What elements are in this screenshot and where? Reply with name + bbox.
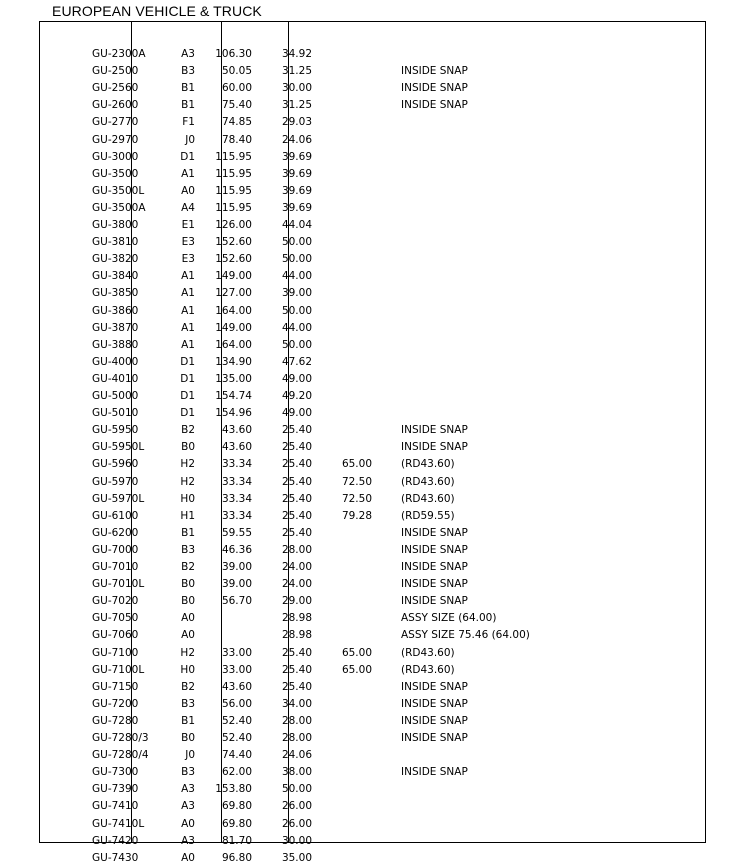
note-cell: INSIDE SNAP — [401, 543, 468, 556]
series-code-cell: B2 — [181, 680, 195, 693]
rate-cell: 28.00 — [281, 732, 312, 744]
price-cell: 39.00 — [221, 578, 252, 591]
rate-cell: 49.20 — [281, 390, 312, 402]
extra-cell — [329, 268, 372, 285]
note-cell — [401, 268, 621, 285]
note-cell — [401, 388, 621, 405]
price-cell: 33.00 — [221, 646, 252, 659]
price-cell: 75.40 — [221, 99, 252, 112]
rate-cell: 25.40 — [281, 475, 312, 488]
rate-cell: 34.92 — [281, 48, 312, 60]
note-cell: INSIDE SNAP — [401, 526, 468, 539]
extra-cell — [329, 713, 372, 730]
price-cell: 33.00 — [221, 663, 252, 676]
rate-cell: 24.06 — [281, 133, 312, 146]
series-code-cell: E3 — [181, 236, 195, 249]
series-code-cell: A1 — [181, 270, 195, 283]
series-code-cell: A0 — [181, 851, 195, 864]
part-number-cell: GU-3000 — [92, 150, 139, 163]
part-number-cell: GU-2560 — [92, 82, 139, 95]
note-cell — [401, 285, 621, 302]
note-cell: INSIDE SNAP — [401, 697, 468, 710]
page-title: EUROPEAN VEHICLE & TRUCK — [52, 3, 262, 19]
series-code-cell: H1 — [180, 509, 195, 522]
part-number-cell: GU-2300A — [92, 48, 146, 60]
price-cell — [209, 627, 252, 644]
extra-cell: 72.50 — [341, 475, 372, 488]
note-cell: INSIDE SNAP — [401, 561, 468, 573]
series-code-cell: H2 — [180, 458, 195, 471]
part-number-cell: GU-3500 — [92, 167, 139, 180]
rate-cell: 30.00 — [281, 834, 312, 847]
price-cell: 152.60 — [215, 253, 252, 266]
series-code-cell: E1 — [181, 219, 195, 231]
note-cell: (RD43.60) — [401, 492, 455, 505]
note-cell: INSIDE SNAP — [401, 99, 468, 112]
series-code-cell: B0 — [181, 578, 195, 591]
note-cell — [401, 371, 621, 388]
extra-cell — [329, 679, 372, 696]
rate-cell: 28.98 — [281, 629, 312, 642]
note-cell — [401, 114, 621, 131]
part-number-cell: GU-3880 — [92, 338, 139, 351]
rate-cell: 26.00 — [281, 817, 312, 830]
rate-cell: 44.04 — [281, 219, 312, 231]
part-number-cell: GU-5960 — [92, 458, 139, 471]
note-cell — [401, 200, 621, 217]
price-cell: 164.00 — [215, 338, 252, 351]
series-code-cell: B3 — [181, 766, 195, 779]
note-cell — [401, 405, 621, 422]
series-code-cell: D1 — [180, 372, 195, 385]
part-number-cell: GU-3800 — [92, 219, 139, 231]
extra-cell — [329, 388, 372, 405]
extra-cell — [329, 200, 372, 217]
part-number-cell: GU-5950L — [92, 441, 145, 454]
rate-cell: 50.00 — [281, 338, 312, 351]
extra-cell — [329, 46, 372, 63]
note-cell — [401, 132, 621, 149]
series-code-cell: D1 — [180, 355, 195, 368]
series-code-cell: J0 — [185, 749, 195, 762]
rate-cell: 38.00 — [281, 766, 312, 779]
rate-cell: 28.00 — [281, 714, 312, 727]
extra-cell — [329, 593, 372, 610]
series-code-cell: A0 — [181, 612, 195, 625]
part-number-cell: GU-5970 — [92, 475, 139, 488]
price-cell: 59.55 — [221, 526, 252, 539]
note-cell: INSIDE SNAP — [401, 595, 468, 608]
part-number-cell: GU-3870 — [92, 321, 139, 334]
rate-cell: 29.03 — [281, 116, 312, 129]
part-number-cell: GU-7390 — [92, 783, 139, 796]
extra-cell — [329, 217, 372, 234]
series-code-cell: D1 — [180, 407, 195, 420]
note-cell — [401, 781, 621, 798]
note-cell — [401, 251, 621, 268]
price-cell — [209, 610, 252, 627]
series-code-cell: H2 — [180, 475, 195, 488]
rate-cell: 24.00 — [281, 561, 312, 573]
note-cell: ASSY SIZE (64.00) — [401, 612, 497, 625]
part-number-cell: GU-7000 — [92, 543, 139, 556]
extra-cell — [329, 422, 372, 439]
price-cell: 127.00 — [215, 287, 252, 300]
extra-cell: 65.00 — [341, 646, 372, 659]
extra-cell — [329, 114, 372, 131]
extra-cell — [329, 132, 372, 149]
extra-cell — [329, 149, 372, 166]
rate-cell: 24.00 — [281, 578, 312, 591]
series-code-cell: B0 — [181, 595, 195, 608]
part-number-cell: GU-2970 — [92, 133, 139, 146]
note-cell — [401, 747, 621, 764]
rate-cell: 26.00 — [281, 800, 312, 813]
extra-cell — [329, 63, 372, 80]
part-number-cell: GU-7300 — [92, 766, 139, 779]
part-number-cell: GU-7020 — [92, 595, 139, 608]
note-cell: INSIDE SNAP — [401, 82, 468, 95]
extra-cell — [329, 183, 372, 200]
price-cell: 164.00 — [215, 304, 252, 317]
rate-cell: 25.40 — [281, 526, 312, 539]
extra-cell — [329, 80, 372, 97]
price-cell: 152.60 — [215, 236, 252, 249]
price-cell: 69.80 — [221, 817, 252, 830]
price-cell: 149.00 — [215, 270, 252, 283]
part-number-cell: GU-7100 — [92, 646, 139, 659]
price-cell: 134.90 — [215, 355, 252, 368]
series-code-cell: A3 — [181, 800, 195, 813]
price-cell: 52.40 — [221, 714, 252, 727]
series-code-cell: E3 — [181, 253, 195, 266]
note-cell: INSIDE SNAP — [401, 65, 468, 78]
series-code-cell: B1 — [181, 526, 195, 539]
note-cell — [401, 850, 621, 867]
price-cell: 43.60 — [221, 424, 252, 437]
part-number-cell: GU-2600 — [92, 99, 139, 112]
rate-cell: 50.00 — [281, 783, 312, 796]
extra-cell — [329, 833, 372, 850]
part-number-cell: GU-5950 — [92, 424, 139, 437]
series-code-cell: A4 — [181, 201, 195, 214]
series-code-cell: A1 — [181, 287, 195, 300]
rate-cell: 34.00 — [281, 697, 312, 710]
extra-cell — [329, 627, 372, 644]
rate-cell: 29.00 — [281, 595, 312, 608]
note-cell: (RD43.60) — [401, 646, 455, 659]
price-cell: 52.40 — [221, 732, 252, 744]
price-cell: 115.95 — [215, 184, 252, 197]
rate-cell: 39.69 — [281, 184, 312, 197]
rate-cell: 50.00 — [281, 253, 312, 266]
extra-cell — [329, 576, 372, 593]
price-cell: 33.34 — [221, 475, 252, 488]
series-code-cell: D1 — [180, 150, 195, 163]
note-cell: INSIDE SNAP — [401, 714, 468, 727]
note-cell: ASSY SIZE 75.46 (64.00) — [401, 629, 530, 642]
price-cell: 56.70 — [221, 595, 252, 608]
note-cell — [401, 303, 621, 320]
price-cell: 115.95 — [215, 201, 252, 214]
rate-cell: 47.62 — [281, 355, 312, 368]
price-cell: 33.34 — [221, 492, 252, 505]
price-cell: 43.60 — [221, 680, 252, 693]
extra-cell — [329, 525, 372, 542]
series-code-cell: B1 — [181, 99, 195, 112]
rate-cell: 44.00 — [281, 270, 312, 283]
extra-cell — [329, 166, 372, 183]
series-code-cell: B1 — [181, 82, 195, 95]
extra-cell — [329, 747, 372, 764]
note-cell — [401, 217, 621, 234]
part-number-cell: GU-5970L — [92, 492, 145, 505]
rate-cell: 28.98 — [281, 612, 312, 625]
note-cell: (RD43.60) — [401, 663, 455, 676]
series-code-cell: A1 — [181, 167, 195, 180]
part-number-cell: GU-3500L — [92, 184, 145, 197]
rate-cell: 28.00 — [281, 543, 312, 556]
note-cell: INSIDE SNAP — [401, 578, 468, 591]
rate-cell: 39.69 — [281, 201, 312, 214]
rate-cell: 25.40 — [281, 492, 312, 505]
extra-cell — [329, 850, 372, 867]
part-number-cell: GU-7410 — [92, 800, 139, 813]
extra-cell — [329, 559, 372, 576]
series-code-cell: B0 — [181, 732, 195, 744]
part-number-cell: GU-3850 — [92, 287, 139, 300]
extra-cell: 65.00 — [341, 663, 372, 676]
part-number-cell: GU-6100 — [92, 509, 139, 522]
extra-cell: 65.00 — [341, 458, 372, 471]
series-code-cell: B3 — [181, 65, 195, 78]
note-cell: INSIDE SNAP — [401, 732, 468, 744]
extra-cell — [329, 781, 372, 798]
price-cell: 154.74 — [215, 390, 252, 402]
note-cell: (RD59.55) — [401, 509, 455, 522]
note-cell — [401, 149, 621, 166]
note-cell: INSIDE SNAP — [401, 441, 468, 454]
extra-cell: 72.50 — [341, 492, 372, 505]
note-cell: INSIDE SNAP — [401, 680, 468, 693]
series-code-cell: A0 — [181, 629, 195, 642]
rate-cell: 25.40 — [281, 680, 312, 693]
extra-cell — [329, 354, 372, 371]
rate-cell: 50.00 — [281, 236, 312, 249]
note-cell — [401, 320, 621, 337]
part-number-cell: GU-7060 — [92, 629, 139, 642]
price-cell: 60.00 — [221, 82, 252, 95]
part-number-cell: GU-7010L — [92, 578, 145, 591]
price-cell: 149.00 — [215, 321, 252, 334]
series-code-cell: B2 — [181, 561, 195, 573]
extra-cell — [329, 764, 372, 781]
note-cell: (RD43.60) — [401, 475, 455, 488]
part-number-cell: GU-3810 — [92, 236, 139, 249]
rate-cell: 30.00 — [281, 82, 312, 95]
series-code-cell: B3 — [181, 697, 195, 710]
rate-cell: 24.06 — [281, 749, 312, 762]
part-number-cell: GU-7010 — [92, 561, 139, 573]
part-number-cell: GU-7410L — [92, 817, 145, 830]
part-number-cell: GU-7430 — [92, 851, 139, 864]
note-cell — [401, 354, 621, 371]
rate-cell: 25.40 — [281, 458, 312, 471]
rate-cell: 44.00 — [281, 321, 312, 334]
rate-cell: 49.00 — [281, 407, 312, 420]
price-cell: 33.34 — [221, 509, 252, 522]
part-number-cell: GU-7050 — [92, 612, 139, 625]
price-cell: 81.70 — [221, 834, 252, 847]
series-code-cell: A3 — [181, 783, 195, 796]
part-number-cell: GU-5010 — [92, 407, 139, 420]
series-code-cell: H0 — [180, 492, 195, 505]
series-code-cell: B1 — [181, 714, 195, 727]
price-cell: 153.80 — [215, 783, 252, 796]
part-number-cell: GU-3500A — [92, 201, 146, 214]
series-code-cell: A1 — [181, 304, 195, 317]
rate-cell: 39.00 — [281, 287, 312, 300]
note-cell — [401, 183, 621, 200]
series-code-cell: A0 — [181, 817, 195, 830]
series-code-cell: J0 — [185, 133, 195, 146]
extra-cell — [329, 371, 372, 388]
rate-cell: 31.25 — [281, 99, 312, 112]
rate-cell: 50.00 — [281, 304, 312, 317]
price-cell: 154.96 — [215, 407, 252, 420]
price-cell: 96.80 — [221, 851, 252, 864]
series-code-cell: B2 — [181, 424, 195, 437]
extra-cell — [329, 285, 372, 302]
extra-cell — [329, 337, 372, 354]
series-code-cell: D1 — [180, 390, 195, 402]
note-cell: INSIDE SNAP — [401, 424, 468, 437]
extra-cell — [329, 696, 372, 713]
price-cell: 115.95 — [215, 167, 252, 180]
extra-cell — [329, 730, 372, 747]
note-cell: INSIDE SNAP — [401, 766, 468, 779]
extra-cell — [329, 251, 372, 268]
part-number-cell: GU-3820 — [92, 253, 139, 266]
price-cell: 56.00 — [221, 697, 252, 710]
rate-cell: 25.40 — [281, 441, 312, 454]
extra-cell — [329, 320, 372, 337]
series-code-cell: A1 — [181, 321, 195, 334]
rate-cell: 25.40 — [281, 646, 312, 659]
rate-cell: 31.25 — [281, 65, 312, 78]
extra-cell — [329, 405, 372, 422]
price-cell: 78.40 — [221, 133, 252, 146]
part-number-cell: GU-4010 — [92, 372, 139, 385]
rate-cell: 35.00 — [281, 851, 312, 864]
series-code-cell: A0 — [181, 184, 195, 197]
extra-cell — [329, 610, 372, 627]
rate-cell: 25.40 — [281, 509, 312, 522]
part-number-cell: GU-7280 — [92, 714, 139, 727]
note-cell — [401, 46, 621, 63]
price-cell: 43.60 — [221, 441, 252, 454]
price-cell: 115.95 — [215, 150, 252, 163]
extra-cell — [329, 542, 372, 559]
part-number-cell: GU-5000 — [92, 390, 139, 402]
series-code-cell: F1 — [182, 116, 195, 129]
part-number-cell: GU-4000 — [92, 355, 139, 368]
part-number-cell: GU-7280/4 — [92, 749, 149, 762]
part-number-cell: GU-6200 — [92, 526, 139, 539]
price-cell: 74.40 — [221, 749, 252, 762]
series-code-cell: H2 — [180, 646, 195, 659]
rate-cell: 25.40 — [281, 424, 312, 437]
note-cell — [401, 166, 621, 183]
part-number-cell: GU-3840 — [92, 270, 139, 283]
part-number-cell: GU-7200 — [92, 697, 139, 710]
price-cell: 62.00 — [221, 766, 252, 779]
part-number-cell: GU-2770 — [92, 116, 139, 129]
extra-cell — [329, 798, 372, 815]
rate-cell: 25.40 — [281, 663, 312, 676]
rate-cell: 39.69 — [281, 167, 312, 180]
part-number-cell: GU-7100L — [92, 663, 145, 676]
extra-cell — [329, 97, 372, 114]
extra-cell — [329, 816, 372, 833]
part-number-cell: GU-7280/3 — [92, 732, 149, 744]
part-number-cell: GU-3860 — [92, 304, 139, 317]
price-cell: 33.34 — [221, 458, 252, 471]
part-number-cell: GU-7150 — [92, 680, 139, 693]
note-cell — [401, 234, 621, 251]
note-cell — [401, 833, 621, 850]
series-code-cell: A1 — [181, 338, 195, 351]
price-cell: 39.00 — [221, 561, 252, 573]
extra-cell — [329, 439, 372, 456]
note-cell: (RD43.60) — [401, 458, 455, 471]
price-cell: 74.85 — [221, 116, 252, 129]
price-cell: 69.80 — [221, 800, 252, 813]
part-number-cell: GU-2500 — [92, 65, 139, 78]
extra-cell — [329, 303, 372, 320]
price-cell: 106.30 — [215, 48, 252, 60]
extra-cell: 79.28 — [341, 509, 372, 522]
series-code-cell: H0 — [180, 663, 195, 676]
series-code-cell: B0 — [181, 441, 195, 454]
price-cell: 46.36 — [221, 543, 252, 556]
price-cell: 126.00 — [215, 219, 252, 231]
series-code-cell: A3 — [181, 48, 195, 60]
rate-cell: 39.69 — [281, 150, 312, 163]
note-cell — [401, 816, 621, 833]
note-cell — [401, 798, 621, 815]
price-cell: 50.05 — [221, 65, 252, 78]
extra-cell — [329, 234, 372, 251]
price-cell: 135.00 — [215, 372, 252, 385]
note-cell — [401, 337, 621, 354]
rate-cell: 49.00 — [281, 372, 312, 385]
series-code-cell: B3 — [181, 543, 195, 556]
part-number-cell: GU-7420 — [92, 834, 139, 847]
series-code-cell: A3 — [181, 834, 195, 847]
